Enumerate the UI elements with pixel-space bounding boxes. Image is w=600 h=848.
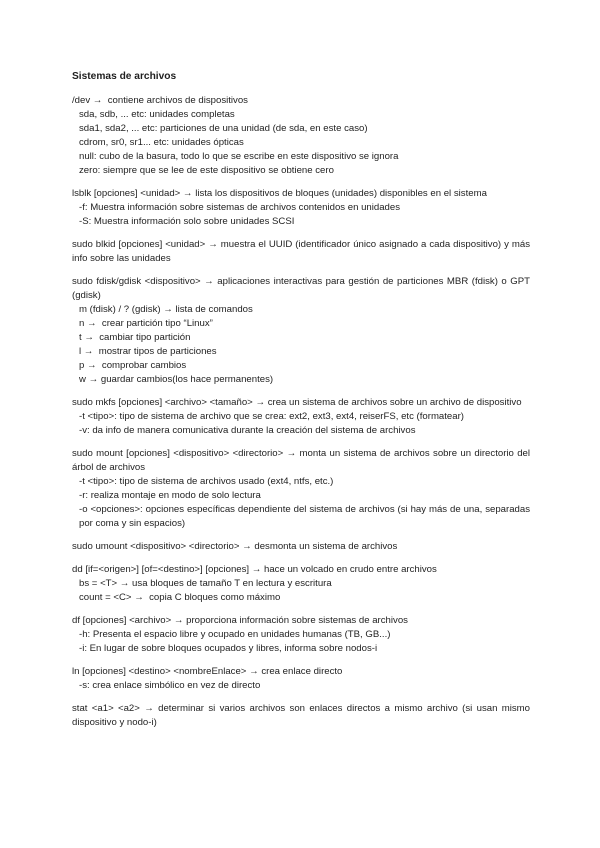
section-head: sudo mount [opciones] <dispositivo> <directorio> → monta un sistema de archivos sobre un directorio del árbol de archivos: [72, 448, 530, 473]
list-item: sda1, sda2, ... etc: particiones de una unidad (de sda, en este caso): [79, 123, 368, 134]
list-item: -s: crea enlace simbólico en vez de directo: [79, 680, 261, 691]
section-dd: [72, 563, 530, 605]
section-lsblk: [72, 187, 530, 229]
section-head: ln [opciones] <destino> <nombreEnlace> → crea enlace directo: [72, 666, 343, 677]
list-item: null: cubo de la basura, todo lo que se escribe en este dispositivo se ignora: [79, 151, 399, 162]
section-head: /dev → contiene archivos de dispositivos: [72, 95, 248, 106]
list-item: -o <opciones>: opciones específicas dependiente del sistema de archivos (si hay más de una, separadas por coma y sin espacios): [79, 504, 530, 529]
list-item: -h: Presenta el espacio libre y ocupado en unidades humanas (TB, GB...): [79, 629, 391, 640]
section-fdisk: [72, 275, 530, 387]
section-head: sudo blkid [opciones] <unidad> → muestra el UUID (identificador único asignado a cada dispositivo) y más info sobre las unidades: [72, 239, 530, 264]
list-item: -r: realiza montaje en modo de solo lectura: [79, 490, 261, 501]
document-content: [72, 70, 530, 739]
section-head: sudo umount <dispositivo> <directorio> → desmonta un sistema de archivos: [72, 541, 398, 552]
section-head: sudo mkfs [opciones] <archivo> <tamaño> → crea un sistema de archivos sobre un archivo de dispositivo: [72, 397, 522, 408]
section-blkid: [72, 238, 530, 266]
list-item: -t <tipo>: tipo de sistema de archivo que se crea: ext2, ext3, ext4, reiserFS, etc (formatear): [79, 411, 464, 422]
section-mount: [72, 447, 530, 531]
section-head: lsblk [opciones] <unidad> → lista los dispositivos de bloques (unidades) disponibles en el sistema: [72, 188, 487, 199]
list-item: -t <tipo>: tipo de sistema de archivos usado (ext4, ntfs, etc.): [79, 476, 334, 487]
section-head: dd [if=<origen>] [of=<destino>] [opciones] → hace un volcado en crudo entre archivos: [72, 564, 437, 575]
list-item: -f: Muestra información sobre sistemas de archivos contenidos en unidades: [79, 202, 401, 213]
list-item: zero: siempre que se lee de este dispositivo se obtiene cero: [79, 165, 334, 176]
list-item: cdrom, sr0, sr1... etc: unidades ópticas: [79, 137, 244, 148]
list-item: -v: da info de manera comunicativa durante la creación del sistema de archivos: [79, 425, 416, 436]
list-item: -S: Muestra información solo sobre unidades SCSI: [79, 216, 295, 227]
list-item: n → crear partición tipo “Linux”: [79, 318, 213, 329]
list-item: l → mostrar tipos de particiones: [79, 346, 217, 357]
list-item: bs = <T> → usa bloques de tamaño T en lectura y escritura: [79, 578, 332, 589]
list-item: m (fdisk) / ? (gdisk) → lista de comandos: [79, 304, 253, 315]
list-item: -i: En lugar de sobre bloques ocupados y libres, informa sobre nodos-i: [79, 643, 378, 654]
section-head: df [opciones] <archivo> → proporciona información sobre sistemas de archivos: [72, 615, 408, 626]
section-mkfs: [72, 396, 530, 438]
list-item: count = <C> → copia C bloques como máximo: [79, 592, 281, 603]
section-head: stat <a1> <a2> → determinar si varios archivos son enlaces directos a mismo archivo (si usan mismo dispositivo y nodo-i): [72, 703, 530, 728]
section-ln: [72, 665, 530, 693]
section-head: sudo fdisk/gdisk <dispositivo> → aplicaciones interactivas para gestión de particiones MBR (fdisk) o GPT (gdisk): [72, 276, 530, 301]
section-dev: [72, 94, 530, 178]
section-stat: [72, 702, 530, 730]
section-df: [72, 614, 530, 656]
list-item: sda, sdb, ... etc: unidades completas: [79, 109, 235, 120]
section-umount: [72, 540, 530, 554]
document-title: Sistemas de archivos: [72, 71, 177, 82]
list-item: p → comprobar cambios: [79, 360, 187, 371]
list-item: w → guardar cambios(los hace permanentes): [79, 374, 274, 385]
list-item: t → cambiar tipo partición: [79, 332, 191, 343]
